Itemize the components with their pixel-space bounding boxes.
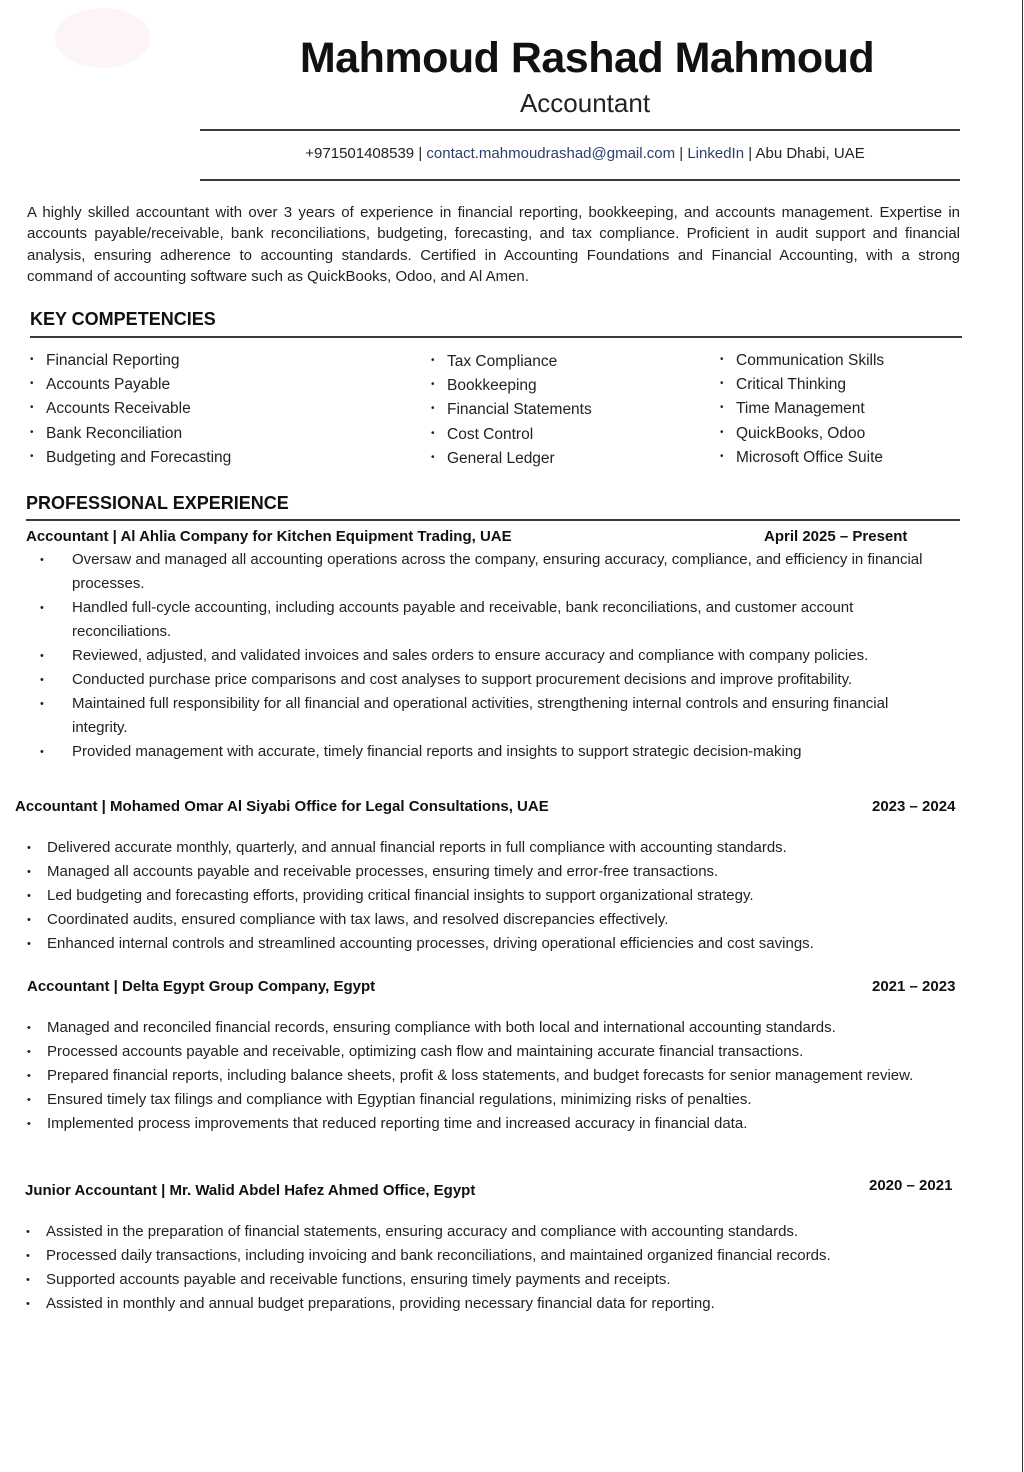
bullet-icon: •	[720, 378, 724, 390]
professional-summary: A highly skilled accountant with over 3 years of experience in financial reporting, bookkeeping, and accounts management. Expertise in accounts payable/receivable, bank reconciliations, budgeting, forecasting, and tax compliance. Proficient in audit support and financial analysis, ensuring adherence to accounting standards. Certified in Accounting Foundations and Financial Accounting, with a strong command of accounting software such as QuickBooks, Odoo, and Al Amen.	[27, 204, 960, 285]
job-header: Junior Accountant | Mr. Walid Abdel Hafez Ahmed Office, Egypt	[25, 1182, 476, 1199]
competencies-heading: KEY COMPETENCIES	[30, 309, 216, 329]
job-bullet: • Conducted purchase price comparisons and cost analyses to support procurement decisions and improve profitability.	[27, 668, 942, 692]
job-header: Accountant | Al Ahlia Company for Kitchen Equipment Trading, UAE	[26, 528, 512, 545]
bullet-icon: •	[720, 450, 724, 462]
job-bullet: • Processed daily transactions, including invoicing and bank reconciliations, and maintained organized financial records.	[26, 1244, 961, 1268]
bullet-icon: •	[26, 1298, 30, 1310]
job-bullet: • Assisted in the preparation of financial statements, ensuring accuracy and compliance with accounting standards.	[26, 1220, 961, 1244]
job-header: Accountant | Delta Egypt Group Company, Egypt	[27, 978, 376, 995]
bullet-icon: •	[40, 746, 44, 758]
competencies-column-1	[30, 349, 231, 470]
bullet-icon: •	[431, 427, 435, 439]
bullet-icon: •	[40, 602, 44, 614]
bullet-icon: •	[27, 1046, 31, 1058]
bullet-icon: •	[27, 866, 31, 878]
job-bullet: • Maintained full responsibility for all financial and operational activities, strengthening internal controls and ensuring financial integrity.	[27, 692, 942, 740]
bullet-icon: •	[30, 450, 34, 462]
competency-item: • Financial Reporting	[30, 349, 231, 373]
job-bullet: • Oversaw and managed all accounting operations across the company, ensuring accuracy, compliance, and efficiency in financial processes.	[27, 548, 942, 596]
location: Abu Dhabi, UAE	[755, 145, 865, 162]
bullet-icon: •	[720, 426, 724, 438]
bullet-icon: •	[27, 890, 31, 902]
competencies-rule	[30, 336, 962, 338]
competency-item: • General Ledger	[431, 447, 592, 471]
page-edge	[1022, 0, 1023, 1472]
job-title: Accountant	[519, 88, 651, 118]
competency-item: • Critical Thinking	[720, 373, 884, 397]
job-dates: April 2025 – Present	[764, 528, 908, 545]
job-bullet: • Delivered accurate monthly, quarterly, and annual financial reports in full compliance with accounting standards.	[27, 836, 962, 860]
bullet-icon: •	[27, 842, 31, 854]
bullet-icon: •	[30, 402, 34, 414]
competency-item: • Accounts Receivable	[30, 397, 231, 421]
bullet-icon: •	[26, 1226, 30, 1238]
bullet-icon: •	[30, 354, 34, 365]
experience-heading: PROFESSIONAL EXPERIENCE	[26, 493, 289, 513]
bullet-icon: •	[27, 938, 31, 950]
competency-item: • Microsoft Office Suite	[720, 446, 884, 470]
bullet-icon: •	[40, 554, 44, 566]
bullet-icon: •	[26, 1274, 30, 1286]
bullet-icon: •	[40, 650, 44, 662]
competency-item: • Accounts Payable	[30, 373, 231, 397]
bullet-icon: •	[30, 426, 34, 438]
competency-item: • Bookkeeping	[431, 374, 592, 398]
bullet-icon: •	[27, 1070, 31, 1082]
job-bullet: • Led budgeting and forecasting efforts, providing critical financial insights to support organizational strategy.	[27, 884, 962, 908]
job-bullet: • Coordinated audits, ensured compliance with tax laws, and resolved discrepancies effectively.	[27, 908, 962, 932]
job-bullets	[27, 836, 962, 956]
competencies-column-3	[720, 349, 884, 470]
separator: |	[679, 145, 684, 162]
bullet-icon: •	[27, 1022, 31, 1034]
candidate-name: Mahmoud Rashad Mahmoud	[299, 34, 875, 82]
header-rule-bottom	[200, 179, 960, 181]
bullet-icon: •	[431, 355, 435, 366]
competency-item: • Time Management	[720, 397, 884, 421]
bullet-icon: •	[720, 402, 724, 414]
job-bullet: • Enhanced internal controls and streamlined accounting processes, driving operational efficiencies and cost savings.	[27, 932, 962, 956]
separator: |	[418, 145, 423, 162]
job-bullet: • Provided management with accurate, timely financial reports and insights to support strategic decision-making	[27, 740, 942, 764]
contact-line	[200, 145, 970, 162]
bullet-icon: •	[40, 674, 44, 686]
competency-item: • Budgeting and Forecasting	[30, 446, 231, 470]
phone-number: +971501408539	[305, 145, 415, 162]
header-rule-top	[200, 129, 960, 131]
job-bullet: • Handled full-cycle accounting, including accounts payable and receivable, bank reconciliations, and customer account reconciliations.	[27, 596, 942, 644]
bullet-icon: •	[431, 403, 435, 415]
job-dates: 2020 – 2021	[869, 1177, 953, 1194]
job-dates: 2021 – 2023	[872, 978, 956, 995]
competency-item: • Cost Control	[431, 423, 592, 447]
bullet-icon: •	[431, 451, 435, 463]
linkedin-link[interactable]: LinkedIn	[687, 145, 745, 162]
bullet-icon: •	[40, 698, 44, 710]
job-bullet: • Implemented process improvements that reduced reporting time and increased accuracy in financial data.	[27, 1112, 962, 1136]
email-link[interactable]: contact.mahmoudrashad@gmail.com	[426, 145, 676, 162]
bullet-icon: •	[720, 354, 724, 365]
job-bullet: • Reviewed, adjusted, and validated invoices and sales orders to ensure accuracy and compliance with company policies.	[27, 644, 942, 668]
watermark-photo-remnant	[55, 8, 150, 68]
job-bullets	[27, 548, 942, 764]
competency-item: • Tax Compliance	[431, 350, 592, 374]
job-bullet: • Supported accounts payable and receivable functions, ensuring timely payments and receipts.	[26, 1268, 961, 1292]
separator: |	[748, 145, 753, 162]
experience-rule	[26, 519, 960, 521]
job-bullet: • Prepared financial reports, including balance sheets, profit & loss statements, and budget forecasts for senior management review.	[27, 1064, 962, 1088]
job-header: Accountant | Mohamed Omar Al Siyabi Office for Legal Consultations, UAE	[15, 798, 549, 815]
bullet-icon: •	[27, 914, 31, 926]
job-bullets	[27, 1016, 962, 1136]
bullet-icon: •	[27, 1094, 31, 1106]
competency-item: • Financial Statements	[431, 398, 592, 422]
bullet-icon: •	[26, 1250, 30, 1262]
competencies-column-2	[431, 350, 592, 471]
job-bullets	[26, 1220, 961, 1316]
job-bullet: • Processed accounts payable and receivable, optimizing cash flow and maintaining accurate financial transactions.	[27, 1040, 962, 1064]
bullet-icon: •	[30, 378, 34, 390]
bullet-icon: •	[27, 1118, 31, 1130]
job-bullet: • Managed and reconciled financial records, ensuring compliance with both local and international accounting standards.	[27, 1016, 962, 1040]
competency-item: • Communication Skills	[720, 349, 884, 373]
competency-item: • Bank Reconciliation	[30, 422, 231, 446]
job-bullet: • Ensured timely tax filings and compliance with Egyptian financial regulations, minimizing risks of penalties.	[27, 1088, 962, 1112]
job-dates: 2023 – 2024	[872, 798, 956, 815]
job-bullet: • Managed all accounts payable and receivable processes, ensuring timely and error-free transactions.	[27, 860, 962, 884]
competency-item: • QuickBooks, Odoo	[720, 422, 884, 446]
bullet-icon: •	[431, 379, 435, 391]
job-bullet: • Assisted in monthly and annual budget preparations, providing necessary financial data for reporting.	[26, 1292, 961, 1316]
